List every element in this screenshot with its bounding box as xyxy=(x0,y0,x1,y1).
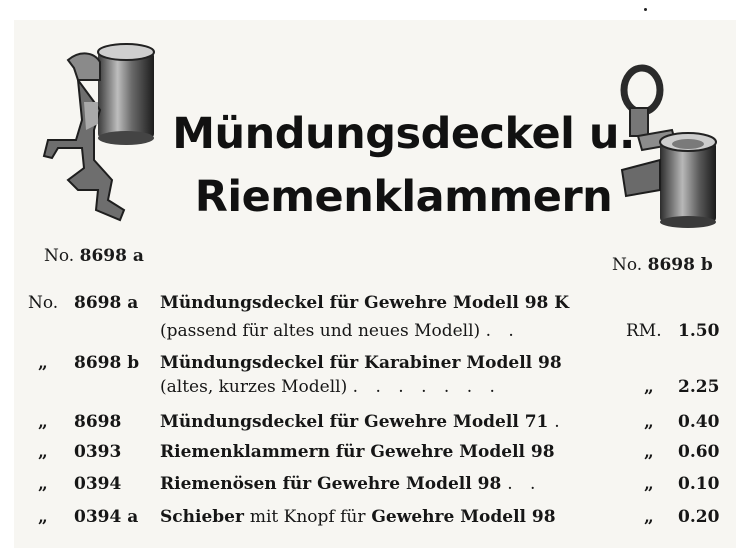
item-code: 0394 a xyxy=(74,507,139,527)
item-code: 8698 a xyxy=(74,293,139,313)
item-description: Mündungsdeckel für Karabiner Modell 98 xyxy=(160,353,562,373)
title-line-1: Mündungsdeckel u. xyxy=(172,109,635,159)
list-item xyxy=(0,441,747,463)
item-prefix: „ xyxy=(38,442,48,462)
figure-a-code: 8698 a xyxy=(79,246,144,266)
figure-a-prefix: No. xyxy=(44,246,75,266)
item-price: 2.25 xyxy=(678,377,720,397)
item-prefix: „ xyxy=(38,474,48,494)
item-description: Mündungsdeckel für Gewehre Modell 98 K xyxy=(160,293,570,313)
item-price: 0.10 xyxy=(678,474,720,494)
ink-speck xyxy=(644,8,647,11)
item-ditto: „ xyxy=(644,442,654,462)
item-description: Riemenklammern für Gewehre Modell 98 xyxy=(160,442,555,462)
list-item-sub xyxy=(0,376,747,398)
figure-b-code: 8698 b xyxy=(647,255,713,275)
item-description: Riemenösen für Gewehre Modell 98 . . xyxy=(160,474,542,494)
list-item xyxy=(0,411,747,433)
item-description: Mündungsdeckel für Gewehre Modell 71 . xyxy=(160,412,566,432)
item-price: 0.20 xyxy=(678,507,720,527)
item-price: 1.50 xyxy=(678,321,720,341)
item-code: 8698 b xyxy=(74,353,140,373)
list-item xyxy=(0,473,747,495)
item-prefix: „ xyxy=(38,412,48,432)
item-price: 0.40 xyxy=(678,412,720,432)
figure-a-caption xyxy=(44,246,144,266)
item-price: 0.60 xyxy=(678,442,720,462)
item-prefix: „ xyxy=(38,353,48,373)
list-item xyxy=(0,506,747,528)
figure-b-caption xyxy=(612,255,713,275)
item-prefix: „ xyxy=(38,507,48,527)
figure-b-prefix: No. xyxy=(612,255,643,275)
item-ditto: „ xyxy=(644,377,654,397)
list-item-sub xyxy=(0,320,747,342)
item-description: Schieber mit Knopf für Gewehre Modell 98 xyxy=(160,507,556,527)
item-subtext: (passend für altes und neues Modell) . . xyxy=(160,321,520,341)
item-ditto: „ xyxy=(644,507,654,527)
item-ditto: „ xyxy=(644,474,654,494)
item-subtext: (altes, kurzes Modell) . . . . . . . xyxy=(160,377,501,397)
list-item xyxy=(0,352,747,374)
item-code: 0393 xyxy=(74,442,122,462)
item-ditto: „ xyxy=(644,412,654,432)
title-line-2: Riemenklammern xyxy=(194,172,613,222)
list-item xyxy=(0,292,747,314)
item-prefix: No. xyxy=(28,293,59,313)
item-code: 0394 xyxy=(74,474,122,494)
currency-label: RM. xyxy=(626,321,662,341)
item-code: 8698 xyxy=(74,412,122,432)
